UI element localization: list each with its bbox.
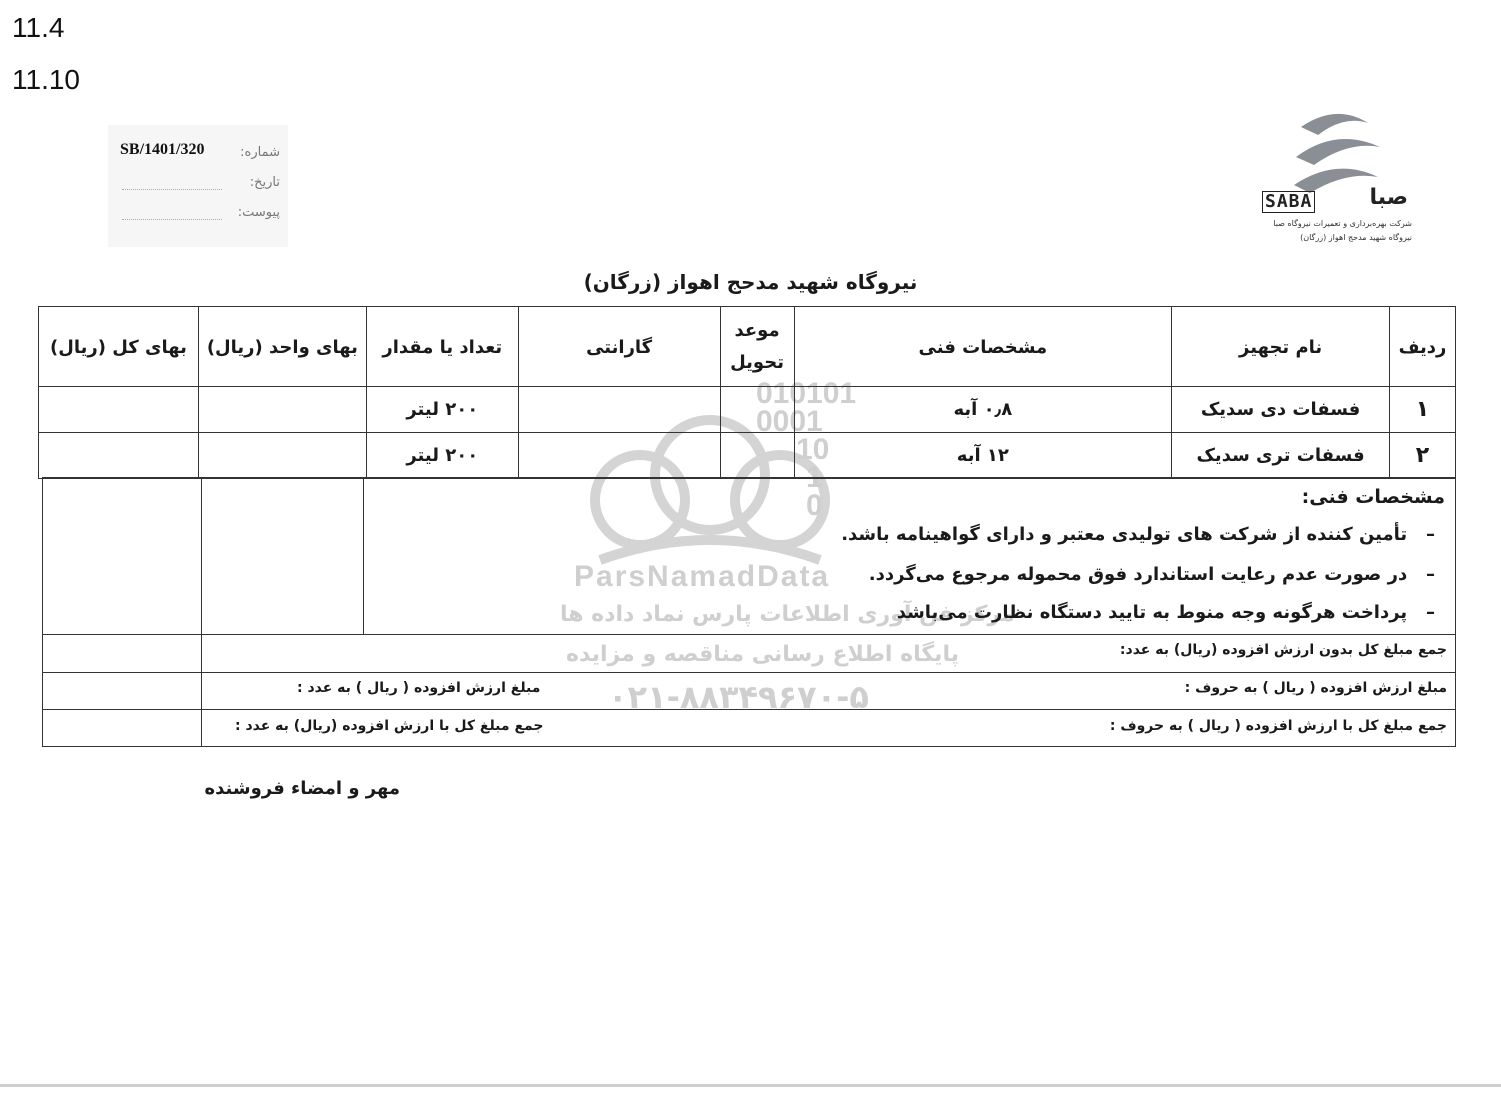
spec-bullet: – xyxy=(1426,524,1435,545)
table-row xyxy=(39,433,1456,479)
logo-company-line: شرکت بهره‌برداری و تعمیرات نیروگاه صبا xyxy=(1273,219,1412,228)
date-label: تاریخ: xyxy=(249,175,280,190)
spec-bullet: – xyxy=(1426,602,1435,623)
spec-item-text: تأمین کننده از شرکت های تولیدی معتبر و دارای گواهینامه باشد. xyxy=(841,524,1408,545)
row-divider xyxy=(43,672,1455,673)
header-quantity: تعداد یا مقدار xyxy=(366,307,518,387)
column-divider xyxy=(363,478,364,634)
header-unit-price: بهای واحد (ریال) xyxy=(198,307,366,387)
spec-item xyxy=(897,602,1435,623)
header-total-price: بهای کل (ریال) xyxy=(39,307,199,387)
logo-wordmark xyxy=(1260,185,1412,215)
header-technical-specs: مشخصات فنی xyxy=(794,307,1172,387)
attachment-line xyxy=(122,219,222,220)
cell-equipment-name: فسفات دی سدیک xyxy=(1172,387,1390,433)
watermark-binary-line: 10 xyxy=(796,433,830,466)
cell-delivery-date xyxy=(720,433,794,479)
specs-heading: مشخصات فنی: xyxy=(1301,486,1445,508)
header-row-number: ردیف xyxy=(1390,307,1456,387)
table-header-row xyxy=(39,307,1456,387)
spec-item-text: در صورت عدم رعایت استاندارد فوق محموله مرجوع می‌گردد. xyxy=(868,564,1408,585)
cell-delivery-date xyxy=(720,387,794,433)
items-table xyxy=(38,306,1456,479)
column-divider xyxy=(201,478,202,746)
letter-meta xyxy=(108,125,288,247)
logo-latin: SABA xyxy=(1262,191,1315,213)
cell-warranty xyxy=(518,387,720,433)
logo-plant-line: نیروگاه شهید مدحج اهواز (زرگان) xyxy=(1300,233,1412,242)
cell-equipment-name: فسفات تری سدیک xyxy=(1172,433,1390,479)
watermark-binary-line: 0 xyxy=(806,489,823,522)
cell-total-price xyxy=(39,433,199,479)
cell-row-number: ۱ xyxy=(1390,387,1456,433)
vat-letters-label: مبلغ ارزش افزوده ( ریال ) به حروف : xyxy=(1184,680,1447,696)
cell-warranty xyxy=(518,433,720,479)
spec-bullet: – xyxy=(1426,564,1435,585)
cell-quantity: ۲۰۰ لیتر xyxy=(366,433,518,479)
total-without-vat-number-label: جمع مبلغ کل بدون ارزش افزوده (ریال) به عدد: xyxy=(1119,642,1447,658)
watermark-brand: ParsNamadData xyxy=(574,560,831,593)
scan-edge xyxy=(0,1084,1501,1087)
letter-number: SB/1401/320 xyxy=(120,141,205,158)
table-row xyxy=(39,387,1456,433)
number-row xyxy=(114,141,282,167)
total-with-vat-letters-label: جمع مبلغ کل با ارزش افزوده ( ریال ) به حروف : xyxy=(1109,718,1447,734)
cell-row-number: ۲ xyxy=(1390,433,1456,479)
cell-quantity: ۲۰۰ لیتر xyxy=(366,387,518,433)
total-with-vat-number-label: جمع مبلغ کل با ارزش افزوده (ریال) به عدد : xyxy=(235,718,544,734)
cell-technical-specs: ۱۲ آبه xyxy=(794,433,1172,479)
vat-number-label: مبلغ ارزش افزوده ( ریال ) به عدد : xyxy=(297,680,541,696)
row-divider xyxy=(43,709,1455,710)
date-line xyxy=(122,189,222,190)
margin-note-1: 11.4 xyxy=(12,12,65,43)
spec-item xyxy=(841,524,1435,545)
row-divider xyxy=(43,634,1455,635)
cell-unit-price xyxy=(198,433,366,479)
date-row xyxy=(114,175,282,197)
number-label: شماره: xyxy=(240,145,280,160)
cell-technical-specs: ۰٫۸ آبه xyxy=(794,387,1172,433)
margin-note-2: 11.10 xyxy=(12,64,80,95)
watermark-line2: پایگاه اطلاع رسانی مناقصه و مزایده xyxy=(566,642,959,667)
spec-item xyxy=(869,564,1435,585)
cell-total-price xyxy=(39,387,199,433)
spec-item-text: پرداخت هرگونه وجه منوط به تایید دستگاه نظارت می‌باشد xyxy=(896,602,1408,623)
watermark-line1: مرکز فن آوری اطلاعات پارس نماد داده ها xyxy=(560,602,1015,627)
logo-persian: صبا xyxy=(1369,185,1408,210)
seller-signature-label: مهر و امضاء فروشنده xyxy=(204,778,400,799)
watermark-phone: ۰۲۱-۸۸۳۴۹۶۷۰-۵ xyxy=(608,678,869,716)
specs-totals-frame xyxy=(42,477,1456,747)
attachment-row xyxy=(114,205,282,227)
cell-unit-price xyxy=(198,387,366,433)
header-equipment-name: نام تجهیز xyxy=(1172,307,1390,387)
watermark-binary-line: 010101 xyxy=(756,377,857,410)
attachment-label: پیوست: xyxy=(237,205,280,220)
watermark-binary-line: 1 xyxy=(806,461,823,494)
saba-logo xyxy=(1256,105,1416,250)
header-delivery-date: موعد تحویل xyxy=(720,307,794,387)
watermark-binary-line: 0001 xyxy=(756,405,823,438)
header-warranty: گارانتی xyxy=(518,307,720,387)
document-title: نیروگاه شهید مدحج اهواز (زرگان) xyxy=(583,270,918,294)
